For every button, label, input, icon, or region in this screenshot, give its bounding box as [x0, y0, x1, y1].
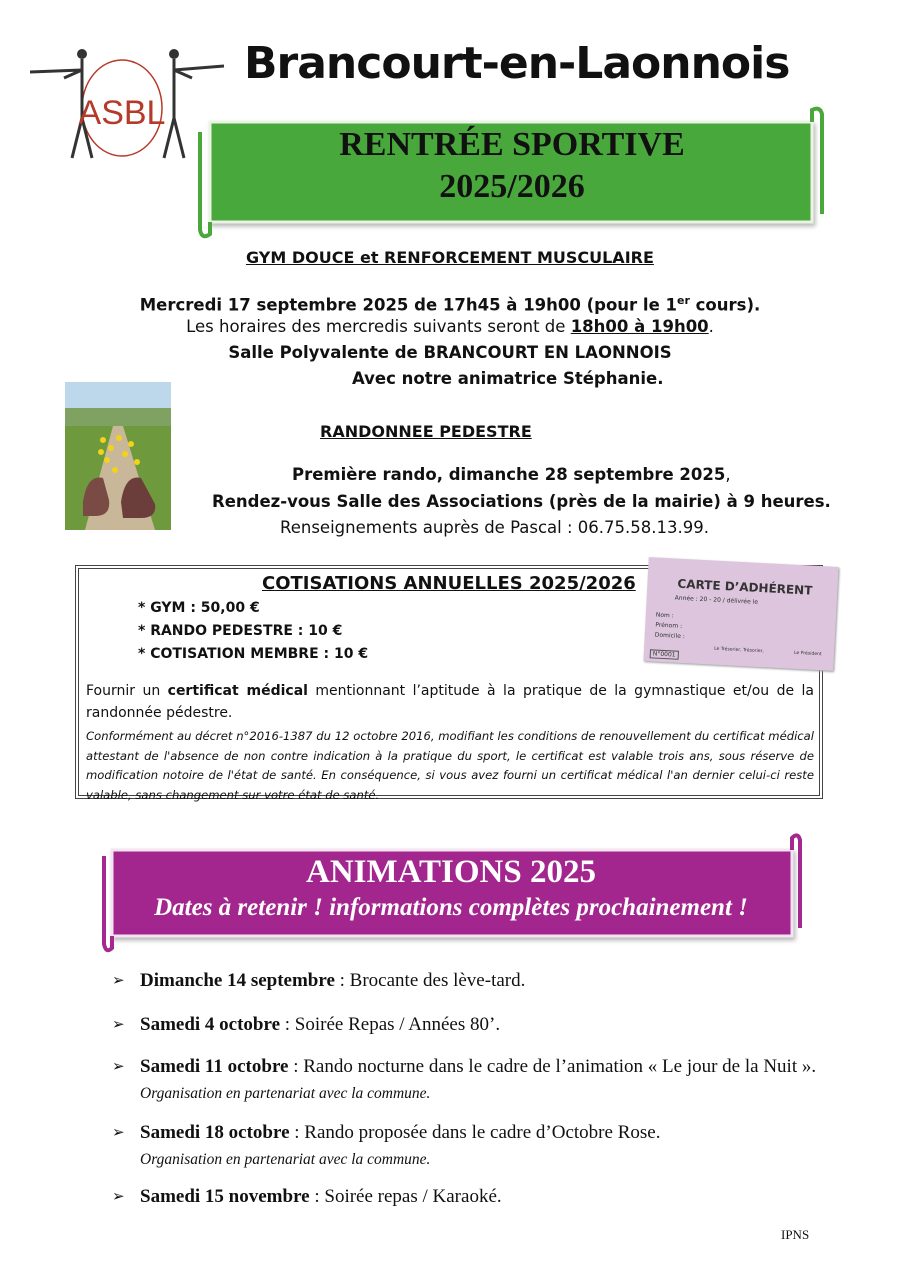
hiking-boots-photo [65, 382, 171, 530]
rando-contact: Renseignements auprès de Pascal : 06.75.58.13.99. [280, 518, 709, 537]
card-signature-president: Le Président [793, 650, 822, 658]
card-signature-treasurer: Le Trésorier, Trésorier, [713, 646, 764, 655]
card-prenom: Prénom : [655, 621, 683, 630]
arrow-bullet-icon: ➢ [112, 973, 125, 989]
event-item: ➢ Samedi 11 octobre : Rando nocturne dans le cadre de l’animation « Le jour de la Nuit ». Organisation en partenariat avec la commune. [112, 1056, 817, 1102]
rentree-banner [192, 104, 832, 242]
gym-first-session: Mercredi 17 septembre 2025 de 17h45 à 19h00 (pour le 1er cours). [139, 294, 761, 315]
card-number: N°0001 [650, 649, 679, 659]
rando-first: Première rando, dimanche 28 septembre 2025, [292, 465, 731, 484]
gym-venue: Salle Polyvalente de BRANCOURT EN LAONNOIS [228, 343, 672, 362]
event-item: ➢ Samedi 4 octobre : Soirée Repas / Années 80’. [112, 1012, 817, 1038]
cotisations-title: COTISATIONS ANNUELLES 2025/2026 [262, 573, 636, 594]
rando-meeting: Rendez-vous Salle des Associations (près de la mairie) à 9 heures. [212, 492, 831, 511]
animations-subtitle: Dates à retenir ! informations complètes prochainement ! [154, 894, 748, 921]
event-item: ➢ Samedi 15 novembre : Soirée repas / Karaoké. [112, 1184, 817, 1210]
gym-instructor: Avec notre animatrice Stéphanie. [352, 369, 664, 388]
fee-rando: * RANDO PEDESTRE : 10 € [138, 623, 343, 639]
arrow-bullet-icon: ➢ [112, 1017, 125, 1033]
medical-certificate-note: Fournir un certificat médical mentionnant l’aptitude à la pratique de la gymnastique et/ou de la randonnée pédestre. [86, 683, 815, 721]
rentree-title: RENTRÉE SPORTIVE [339, 126, 685, 163]
card-title: CARTE D’ADHÉRENT [677, 576, 813, 598]
arrow-bullet-icon: ➢ [112, 1125, 125, 1141]
gym-heading: GYM DOUCE et RENFORCEMENT MUSCULAIRE [246, 248, 654, 267]
rentree-year: 2025/2026 [439, 168, 585, 205]
animations-banner [98, 832, 804, 954]
event-item: ➢ Dimanche 14 septembre : Brocante des lève-tard. [112, 968, 817, 994]
gym-schedule: Les horaires des mercredis suivants seront de 18h00 à 19h00. [186, 317, 714, 336]
fee-membre: * COTISATION MEMBRE : 10 € [138, 646, 369, 662]
decree-note: Conformément au décret n°2016-1387 du 12 octobre 2016, modifiant les conditions de renouvellement du certificat médical attestant de l'absence de non contre indication à la pratique du sport, le certificat est valable trois ans, sous réserve de modification notoire de l'état de santé. En conséquence, si vous avez fourni un certificat médical l'an dernier celui-ci reste valable, sans changement sur votre état de santé. [86, 729, 814, 802]
fee-gym: * GYM : 50,00 € [138, 600, 260, 616]
ipns-label: IPNS [781, 1227, 810, 1242]
rando-heading: RANDONNEE PEDESTRE [320, 422, 532, 441]
arrow-bullet-icon: ➢ [112, 1059, 125, 1075]
event-item: ➢ Samedi 18 octobre : Rando proposée dans le cadre d’Octobre Rose. Organisation en partenariat avec la commune. [112, 1122, 661, 1168]
svg-text:ASBL: ASBL [78, 94, 166, 132]
card-domicile: Domicile : [654, 631, 685, 641]
arrow-bullet-icon: ➢ [112, 1189, 125, 1205]
membership-card-image [640, 560, 840, 672]
animations-title: ANIMATIONS 2025 [306, 854, 596, 890]
card-nom: Nom : [655, 611, 674, 620]
site-title: Brancourt-en-Laonnois [244, 38, 790, 89]
card-annee: Année : 20 - 20 / délivrée le [674, 594, 759, 606]
